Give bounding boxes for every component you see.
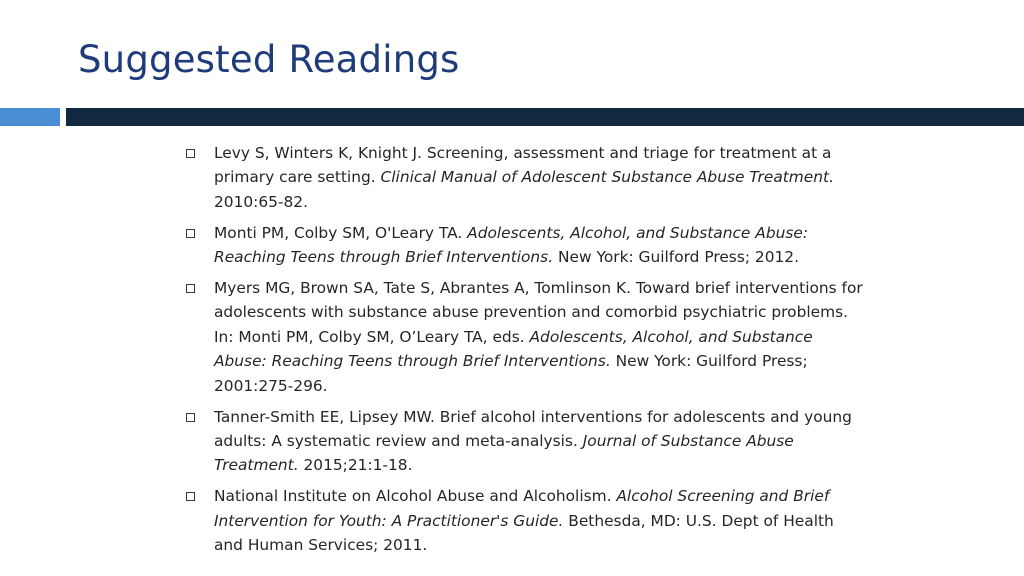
reading-publication: Clinical Manual of Adolescent Substance Abuse Treatment.: [380, 168, 834, 187]
square-bullet-icon: [186, 284, 195, 293]
reading-item: [186, 276, 866, 398]
reading-authors: National Institute on Alcohol Abuse and Alcoholism.: [214, 487, 617, 506]
square-bullet-icon: [186, 229, 195, 238]
reading-item: [186, 484, 866, 557]
reading-publication: Alcohol Screening and Brief Intervention for Youth: A Practitioner's Guide.: [214, 487, 830, 530]
reading-item: [186, 141, 866, 214]
reading-item: [186, 405, 866, 478]
reading-publication: Journal of Substance Abuse Treatment.: [214, 431, 794, 475]
reading-details: 2010:65-82.: [214, 192, 308, 211]
reading-publication: Adolescents, Alcohol, and Substance Abuse: Reaching Teens through Brief Interventions.: [214, 223, 809, 267]
square-bullet-icon: [186, 149, 195, 158]
reading-authors: Levy S, Winters K, Knight J. Screening, assessment and triage for treatment at a primary care setting.: [214, 144, 832, 187]
reading-details: 2015;21:1-18.: [298, 456, 413, 475]
readings-list: [186, 141, 866, 564]
reading-authors: Tanner-Smith EE, Lipsey MW. Brief alcohol interventions for adolescents and young adults: A systematic review and meta-analysis.: [214, 407, 852, 450]
reading-item: [186, 221, 866, 270]
reading-details: Bethesda, MD: U.S. Dept of Health and Human Services; 2011.: [214, 511, 834, 555]
slide-title: Suggested Readings: [78, 38, 460, 81]
reading-authors: Myers MG, Brown SA, Tate S, Abrantes A, Tomlinson K. Toward brief interventions for adolescents with substance abuse prevention and comorbid psychiatric problems. In: Monti PM, Colby SM, O’Leary TA, eds.: [214, 279, 863, 346]
title-accent-bar-light: [0, 108, 60, 126]
square-bullet-icon: [186, 492, 195, 501]
title-accent-bar-dark: [66, 108, 1024, 126]
square-bullet-icon: [186, 413, 195, 422]
reading-details: New York: Guilford Press; 2012.: [553, 248, 799, 267]
reading-publication: Adolescents, Alcohol, and Substance Abuse: Reaching Teens through Brief Interventions.: [214, 327, 813, 371]
reading-authors: Monti PM, Colby SM, O'Leary TA.: [214, 223, 468, 242]
reading-details: New York: Guilford Press; 2001:275-296.: [214, 352, 808, 395]
